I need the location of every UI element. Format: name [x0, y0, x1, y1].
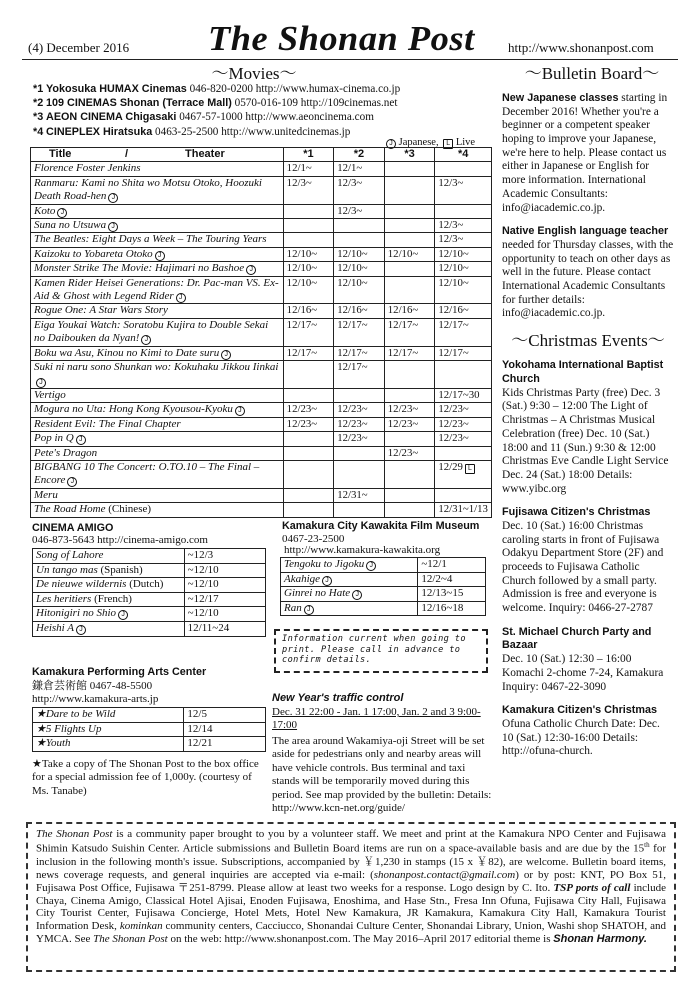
table-row [31, 503, 492, 517]
amigo-title: CINEMA AMIGO [32, 522, 114, 534]
showing-date [334, 233, 385, 247]
footer-box: The Shonan Post is a community paper brought to you by a volunteer staff. We meet and print at the Kamakura NPO Center and Fujisawa Shimin Katsudo Suishin Center. Article submissions and Bulletin Board items are run on a space-available basis and are due by the 15th for inclusion in the following month's issue. Subscriptions, accompanied by ￥1,230 in stamps (15 x ￥82), are welcome. Bulletin board items, news coverage requests, and general inquiries are accepted via e-mail: (shonanpost.contact@gmail.com) or by post: KNT, PO Box 51, Fujisawa Post Office, Fujisawa 〒251-8799. Please allow at least two weeks for a response. Logo design by C. Ito. TSP ports of call include Chaya, Cinema Amigo, Classical Hotel Ajisai, Enoden Fujisawa, Enoshima, and Hase Stn., Fresa Inn Ofuna, Fujisawa City Hall, Fujisawa City Tourist Center, Fujisawa Concierge, Hotel Mets, Hotel New Kamakura, JR Kamakura, Kamakura City Hall, Kamakura Tourist Information Desk, kominkan community centers, Cacciucco, Shonandai Culture Center, Shonandai Library, Union, Washi shop SHATOH, and YMCA. See The Shonan Post on the web: http://www.shonanpost.com. The May 2016–April 2017 editorial theme is Shonan Harmony. [26, 822, 676, 972]
japanese-icon: J [155, 251, 165, 261]
japanese-icon: J [386, 139, 396, 149]
film-date: 12/16~18 [418, 601, 486, 616]
showing-date [334, 503, 385, 517]
cinema-num: *2 [33, 97, 44, 110]
amigo-contact: 046-873-5643 http://cinema-amigo.com [32, 534, 208, 546]
cinema-entry [33, 111, 493, 125]
cinema-entry [33, 97, 493, 111]
movie-title: Pete's Dragon [34, 446, 98, 459]
movie-title: Meru [34, 488, 58, 501]
showing-date [283, 432, 334, 446]
table-row [31, 162, 492, 176]
film-title: Hitonigiri no Shio [36, 607, 117, 620]
right-column [502, 92, 674, 769]
movie-title-cell [31, 361, 284, 389]
movie-title-cell [31, 432, 284, 446]
table-row [33, 621, 266, 636]
film-date: ~12/10 [184, 578, 265, 593]
showing-date: 12/3~ [334, 204, 385, 218]
showing-date: 12/10~ [384, 247, 435, 261]
showing-date: 12/3~ [435, 176, 492, 204]
showing-date [283, 233, 334, 247]
movie-title: Vertigo [34, 388, 66, 401]
col-cinema-4: *4 [435, 148, 492, 162]
showing-date: 12/3~ [435, 233, 492, 247]
showing-date [283, 488, 334, 502]
movie-title: Resident Evil: The Final Chapter [34, 417, 181, 430]
film-title: Akahige [284, 572, 321, 585]
amigo-title-cell [33, 592, 185, 607]
film-title-cell [281, 587, 418, 602]
cinema-contact: 0467-57-1000 http://www.aeoncinema.com [179, 111, 374, 124]
showing-date [384, 488, 435, 502]
showing-date [283, 219, 334, 233]
table-row [281, 587, 486, 602]
showing-date: 12/10~ [283, 276, 334, 304]
film-title: ★5 Flights Up [33, 722, 184, 737]
movie-title: Suna no Utsuwa [34, 219, 107, 232]
showing-date [283, 361, 334, 389]
table-row [281, 601, 486, 616]
showing-date: 12/23~ [283, 403, 334, 417]
showing-date [283, 460, 334, 488]
showing-date: 12/17~ [334, 318, 385, 346]
film-title: Song of Lahore [36, 549, 104, 562]
movie-title-cell [31, 460, 284, 488]
showing-date: 12/23~ [435, 403, 492, 417]
table-row [31, 346, 492, 360]
japanese-icon: J [176, 293, 186, 303]
table-row [31, 276, 492, 304]
showing-date: 12/10~ [334, 276, 385, 304]
table-header [31, 148, 492, 162]
movie-title: Florence Foster Jenkins [34, 162, 141, 175]
table-row [33, 563, 266, 578]
showing-date: 12/23~ [384, 417, 435, 431]
showing-date [283, 446, 334, 460]
showing-date: 12/23~ [384, 446, 435, 460]
movie-title: BIGBANG 10 The Concert: O.TO.10 – The Final – Encore [34, 460, 260, 487]
kpac-title: Kamakura Performing Arts Center [32, 666, 207, 678]
film-title: De nieuwe wildernis [36, 578, 127, 591]
movie-title: Suki ni naru sono Shunkan wo: Kokuhaku Jikkou Iinkai [34, 361, 279, 374]
film-date: 12/2~4 [418, 572, 486, 587]
film-title: Ran [284, 601, 302, 614]
showing-date: 12/23~ [334, 403, 385, 417]
bulletin-item: New Japanese classes starting in December 2016! Whether you're a beginner or a competent speaker hoping to improve your Japanese, we're here to help. Please contact us either in Japanese or English for more information. International Academic Consultants: info@iacademic.co.jp. [502, 92, 668, 214]
cinema-num: *4 [33, 125, 44, 138]
showing-date: 12/31~1/13 [435, 503, 492, 517]
japanese-icon: J [108, 222, 118, 232]
cinema-contact: 0570-016-109 http://109cinemas.net [234, 97, 398, 110]
legend-live: Live [455, 137, 476, 148]
showing-date: 12/1~ [283, 162, 334, 176]
cinema-entry [33, 83, 493, 97]
showing-date [384, 460, 435, 488]
kpac-contact: 鎌倉芸術館 0467-48-5500 [32, 680, 153, 692]
japanese-icon: J [108, 193, 118, 203]
cinema-list [33, 83, 493, 140]
film-date: 12/14 [184, 722, 266, 737]
showing-date: 12/16~ [435, 304, 492, 318]
showing-date [283, 388, 334, 402]
japanese-icon: J [352, 590, 362, 600]
table-row [31, 403, 492, 417]
japanese-icon: J [304, 605, 314, 615]
kpac-url[interactable]: http://www.kamakura-arts.jp [32, 693, 159, 705]
movie-title-cell [31, 262, 284, 276]
table-row [31, 417, 492, 431]
movie-title: Ranmaru: Kami no Shita wo Motsu Otoko, Hoozuki Death Road-hen [34, 176, 262, 203]
showing-date [384, 233, 435, 247]
showing-date: 12/16~ [384, 304, 435, 318]
showing-date: 12/16~ [334, 304, 385, 318]
cinema-num: *3 [33, 111, 44, 124]
film-date: ~12/10 [184, 563, 265, 578]
showing-date [283, 503, 334, 517]
christmas-event: Fujisawa Citizen's Christmas Dec. 10 (Sat.) 16:00 Christmas caroling starts in front of Fujisawa Odakyu Department Store (2F) and proceeds to Fujisawa Catholic Church followed by a small party. Admission is free and everyone is welcome. Inquiry: 0466-27-2787 [502, 506, 664, 615]
movie-title: The Road Home [34, 503, 106, 516]
showing-date: 12/23~ [334, 417, 385, 431]
kawakita-table [280, 557, 486, 616]
showing-date [384, 162, 435, 176]
amigo-title-cell [33, 549, 185, 564]
showing-date: 12/3~ [334, 176, 385, 204]
amigo-title-cell [33, 607, 185, 622]
table-row [31, 361, 492, 389]
movie-title: Mogura no Uta: Hong Kong Kyousou-Kyoku [34, 403, 233, 416]
movie-title: Eiga Youkai Watch: Soratobu Kujira to Double Sekai no Daibouken da Nyan! [34, 318, 269, 345]
film-title: Heishi A [36, 622, 74, 635]
showing-date: 12/29 L [435, 460, 492, 488]
kawakita-title: Kamakura City Kawakita Film Museum 0467-23-2500 [282, 520, 480, 546]
showing-date [435, 488, 492, 502]
showing-date: 12/17~ [283, 318, 334, 346]
cinema-num: *1 [33, 83, 44, 95]
table-row [31, 432, 492, 446]
showing-date [334, 388, 385, 402]
japanese-icon: J [118, 610, 128, 620]
amigo-title-cell [33, 578, 185, 593]
japanese-icon: J [221, 350, 231, 360]
cinema-contact: 0463-25-2500 http://www.unitedcinemas.jp [155, 125, 351, 138]
movie-title-cell [31, 488, 284, 502]
showing-date: 12/17~ [384, 346, 435, 360]
film-title: Ginrei no Hate [284, 587, 351, 600]
amigo-title-cell [33, 621, 185, 636]
movie-note: (Chinese) [108, 503, 152, 516]
movie-title-cell [31, 403, 284, 417]
cinema-name: 109 CINEMAS Shonan (Terrace Mall) [46, 97, 232, 110]
table-row [31, 233, 492, 247]
japanese-icon: J [322, 576, 332, 586]
movie-title: Rogue One: A Star Wars Story [34, 304, 168, 317]
movie-title-cell [31, 233, 284, 247]
table-row [33, 592, 266, 607]
showing-date [384, 361, 435, 389]
movie-title-cell [31, 417, 284, 431]
table-row [33, 737, 266, 752]
movie-title-cell [31, 247, 284, 261]
new-year-title: New Year's traffic control [272, 692, 404, 704]
showing-date: 12/10~ [435, 276, 492, 304]
kpac-table [32, 707, 266, 752]
contact-email[interactable]: shonanpost.contact@gmail.com [373, 868, 516, 881]
issue-date: (4) December 2016 [28, 40, 130, 55]
showing-date: 12/17~ [435, 318, 492, 346]
showing-date: 12/10~ [283, 262, 334, 276]
film-title-cell [281, 601, 418, 616]
film-date: ~12/1 [418, 558, 486, 573]
showing-date [384, 219, 435, 233]
movie-title-cell [31, 388, 284, 402]
showing-date: 12/17~ [384, 318, 435, 346]
film-date: 12/13~15 [418, 587, 486, 602]
showing-date [384, 176, 435, 204]
film-title-cell [281, 558, 418, 573]
showing-date: 12/23~ [435, 417, 492, 431]
japanese-icon: J [57, 208, 67, 218]
col-cinema-3: *3 [384, 148, 435, 162]
showing-date: 12/23~ [283, 417, 334, 431]
showing-date: 12/23~ [435, 432, 492, 446]
movie-title-cell [31, 318, 284, 346]
showing-date [435, 361, 492, 389]
showing-date [435, 162, 492, 176]
site-url[interactable]: http://www.shonanpost.com [508, 40, 654, 55]
showing-date [384, 276, 435, 304]
movie-title-cell [31, 204, 284, 218]
movie-title: Koto [34, 204, 56, 217]
film-date: ~12/17 [184, 592, 265, 607]
amigo-table [32, 548, 266, 637]
table-row [31, 304, 492, 318]
movies-title: 〜Movies〜 [211, 64, 297, 83]
showing-date: 12/10~ [435, 262, 492, 276]
christmas-event: Yokohama International Baptist Church Kids Christmas Party (free) Dec. 3 (Sat.) 9:30 – 12:00 The Light of Christmas – A Christmas Musical Celebration (free) Dec. 10 (Sat.) 18:00 and 11 (Sun.) 9:30 & 12:00 Christmas Eve Candle Light Service Dec. 24 (Sat.) 18:00 Details: www.yibc.org [502, 359, 669, 495]
movie-title-cell [31, 346, 284, 360]
table-row [281, 558, 486, 573]
film-date: ~12/3 [184, 549, 265, 564]
table-row [31, 388, 492, 402]
christmas-event: St. Michael Church Party and Bazaar Dec. 10 (Sat.) 12:30 – 16:00 Komachi 2-chome 7-24, Kamakura Inquiry: 0467-22-3090 [502, 625, 664, 693]
film-date: 12/5 [184, 708, 266, 723]
showing-date: 12/23~ [384, 403, 435, 417]
movie-title-cell [31, 276, 284, 304]
japanese-icon: J [67, 477, 77, 487]
table-row [31, 460, 492, 488]
movie-title-cell [31, 176, 284, 204]
japanese-icon: J [76, 625, 86, 635]
movie-title: Pop in Q [34, 432, 74, 445]
table-row [31, 176, 492, 204]
showing-date [384, 432, 435, 446]
col-title-theater: Title / Theater [31, 148, 284, 162]
table-row [31, 247, 492, 261]
cinema-name: AEON CINEMA Chigasaki [46, 111, 177, 124]
film-title: Tengoku to Jigoku [284, 558, 365, 571]
bulletin-item: Native English language teacher needed for Thursday classes, with the opportunity to teach on other days as well in the future. Please contact International Academic Consultants for further details: info@iacademic.co.jp. [502, 225, 674, 320]
showing-date: 12/17~ [334, 346, 385, 360]
movie-title: Monster Strike The Movie: Hajimari no Bashoe [34, 262, 245, 275]
movie-title: Kamen Rider Heisei Generations: Dr. Pac-man VS. Ex-Aid & Ghost with Legend Rider [34, 276, 279, 303]
film-date: ~12/10 [184, 607, 265, 622]
showing-date: 12/10~ [435, 247, 492, 261]
new-year-body: The area around Wakamiya-oji Street will be set aside for pedestrians only and nearby areas will have vehicle controls. Bus terminal and taxi stands will be temporarily moved during this period. See map provided by the bulletin: Details: http://www.kcn-net.org/guide/ [272, 735, 492, 815]
showing-date: 12/3~ [435, 219, 492, 233]
col-cinema-1: *1 [283, 148, 334, 162]
movie-table [30, 147, 492, 518]
showing-date: 12/10~ [334, 247, 385, 261]
christmas-title: 〜Christmas Events〜 [511, 331, 665, 350]
legend-japanese: Japanese, [398, 137, 439, 148]
table-row [31, 219, 492, 233]
showing-date: 12/23~ [334, 432, 385, 446]
showing-date [384, 388, 435, 402]
showing-date: 12/10~ [283, 247, 334, 261]
table-row [33, 578, 266, 593]
showing-date [384, 204, 435, 218]
showing-date [435, 446, 492, 460]
movie-title-cell [31, 304, 284, 318]
showing-date [283, 204, 334, 218]
movie-title: Boku wa Asu, Kinou no Kimi to Date suru [34, 346, 220, 359]
showing-date: 12/17~ [435, 346, 492, 360]
showing-date [334, 219, 385, 233]
header-rule [22, 59, 678, 60]
film-language: (French) [94, 592, 132, 605]
japanese-icon: J [36, 378, 46, 388]
cinema-name: Yokosuka HUMAX Cinemas [46, 83, 187, 95]
table-row [33, 607, 266, 622]
showing-date [384, 262, 435, 276]
japanese-icon: J [366, 561, 376, 571]
film-title-cell [281, 572, 418, 587]
table-row [33, 722, 266, 737]
showing-date [435, 204, 492, 218]
table-row [33, 708, 266, 723]
japanese-icon: J [235, 406, 245, 416]
kawakita-phone: 0467-23-2500 [282, 533, 345, 546]
film-date: 12/21 [184, 737, 266, 752]
live-icon: L [443, 139, 453, 149]
kawakita-url[interactable]: http://www.kamakura-kawakita.org [284, 544, 441, 556]
new-year-times: Dec. 31 22:00 - Jan. 1 17:00, Jan. 2 and 3 9:00-17:00 [272, 706, 481, 732]
showing-date [334, 460, 385, 488]
masthead-logo: The Shonan Post [208, 19, 475, 58]
table-row [31, 318, 492, 346]
japanese-icon: J [141, 335, 151, 345]
cinema-contact: 046-820-0200 http://www.humax-cinema.co.jp [189, 83, 401, 95]
showing-date: 12/1~ [334, 162, 385, 176]
film-title: ★Dare to be Wild [33, 708, 184, 723]
film-title: ★Youth [33, 737, 184, 752]
film-title: Un tango mas [36, 563, 98, 576]
showing-date: 12/16~ [283, 304, 334, 318]
table-row [33, 549, 266, 564]
movie-title-cell [31, 219, 284, 233]
movie-title-cell [31, 446, 284, 460]
showing-date [384, 503, 435, 517]
bulletin-title: 〜Bulletin Board〜 [524, 64, 660, 83]
film-date: 12/11~24 [184, 621, 265, 636]
cinema-name: CINEPLEX Hiratsuka [46, 125, 153, 138]
film-title: Les heritiers [36, 592, 92, 605]
amigo-title-cell [33, 563, 185, 578]
table-row [31, 488, 492, 502]
table-row [31, 262, 492, 276]
showing-date: 12/17~30 [435, 388, 492, 402]
kpac-note: ★Take a copy of The Shonan Post to the box office for a special admission fee of 1,000y. (courtesy of Ms. Tanabe) [32, 758, 259, 797]
table-row [31, 204, 492, 218]
info-notice: Information current when going to print. Please call in advance to confirm details. [274, 629, 488, 673]
col-cinema-2: *2 [334, 148, 385, 162]
movie-title: The Beatles: Eight Days a Week – The Touring Years [34, 233, 267, 246]
showing-date: 12/17~ [283, 346, 334, 360]
film-language: (Dutch) [129, 578, 164, 591]
showing-date: 12/10~ [334, 262, 385, 276]
showing-date: 12/3~ [283, 176, 334, 204]
table-row [31, 446, 492, 460]
table-row [281, 572, 486, 587]
live-icon: L [465, 464, 475, 474]
showing-date [334, 446, 385, 460]
movie-title-cell [31, 162, 284, 176]
japanese-icon: J [76, 435, 86, 445]
showing-date: 12/31~ [334, 488, 385, 502]
christmas-event: Kamakura Citizen's Christmas Ofuna Catholic Church Date: Dec. 10 (Sat.) 12:30-16:00 Details: http://ofuna-church. [502, 704, 660, 758]
showing-date: 12/17~ [334, 361, 385, 389]
japanese-icon: J [246, 265, 256, 275]
movie-title: Kaizoku to Yobareta Otoko [34, 247, 153, 260]
movie-title-cell [31, 503, 284, 517]
film-language: (Spanish) [100, 563, 143, 576]
